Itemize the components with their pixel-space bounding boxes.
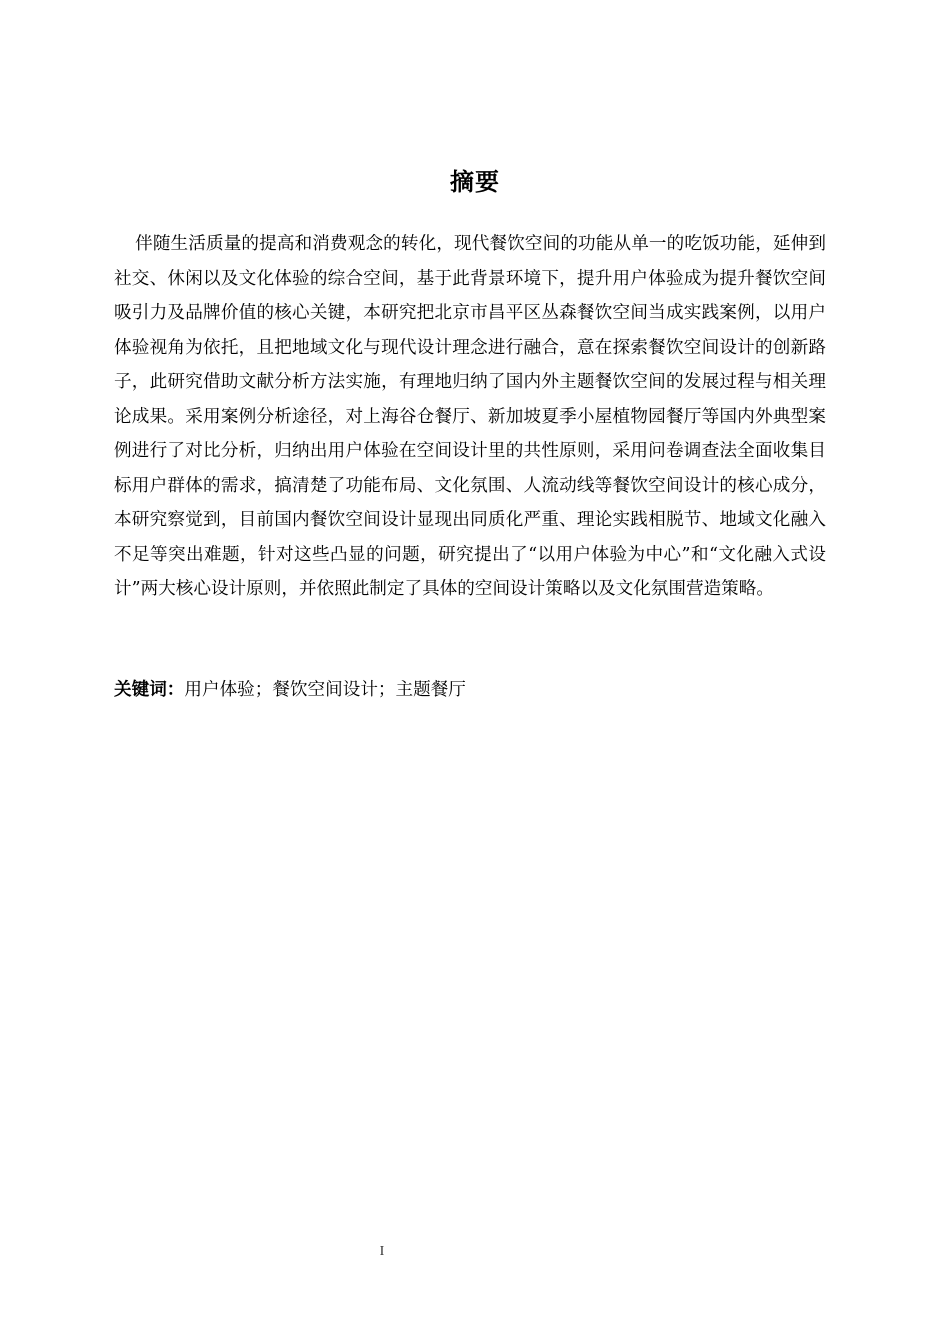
- keywords-line: [114, 674, 826, 706]
- keywords-label: 关键词：: [114, 680, 185, 700]
- abstract-paragraph: 伴随生活质量的提高和消费观念的转化，现代餐饮空间的功能从单一的吃饭功能，延伸到社交、休闲以及文化体验的综合空间，基于此背景环境下，提升用户体验成为提升餐饮空间吸引力及品牌价值的核心关键，本研究把北京市昌平区丛森餐饮空间当成实践案例，以用户体验视角为依托，且把地域文化与现代设计理念进行融合，意在探索餐饮空间设计的创新路子，此研究借助文献分析方法实施，有理地归纳了国内外主题餐饮空间的发展过程与相关理论成果。采用案例分析途径，对上海谷仓餐厅、新加坡夏季小屋植物园餐厅等国内外典型案例进行了对比分析，归纳出用户体验在空间设计里的共性原则，采用问卷调查法全面收集目标用户群体的需求，搞清楚了功能布局、文化氛围、人流动线等餐饮空间设计的核心成分，本研究察觉到，目前国内餐饮空间设计显现出同质化严重、理论实践相脱节、地域文化融入不足等突出难题，针对这些凸显的问题，研究提出了“以用户体验为中心”和“文化融入式设计”两大核心设计原则，并依照此制定了具体的空间设计策略以及文化氛围营造策略。: [114, 234, 826, 599]
- keywords-text: 用户体验；餐饮空间设计；主题餐厅: [184, 680, 466, 700]
- abstract-title: 摘要: [450, 168, 500, 196]
- page-number: I: [379, 1244, 385, 1259]
